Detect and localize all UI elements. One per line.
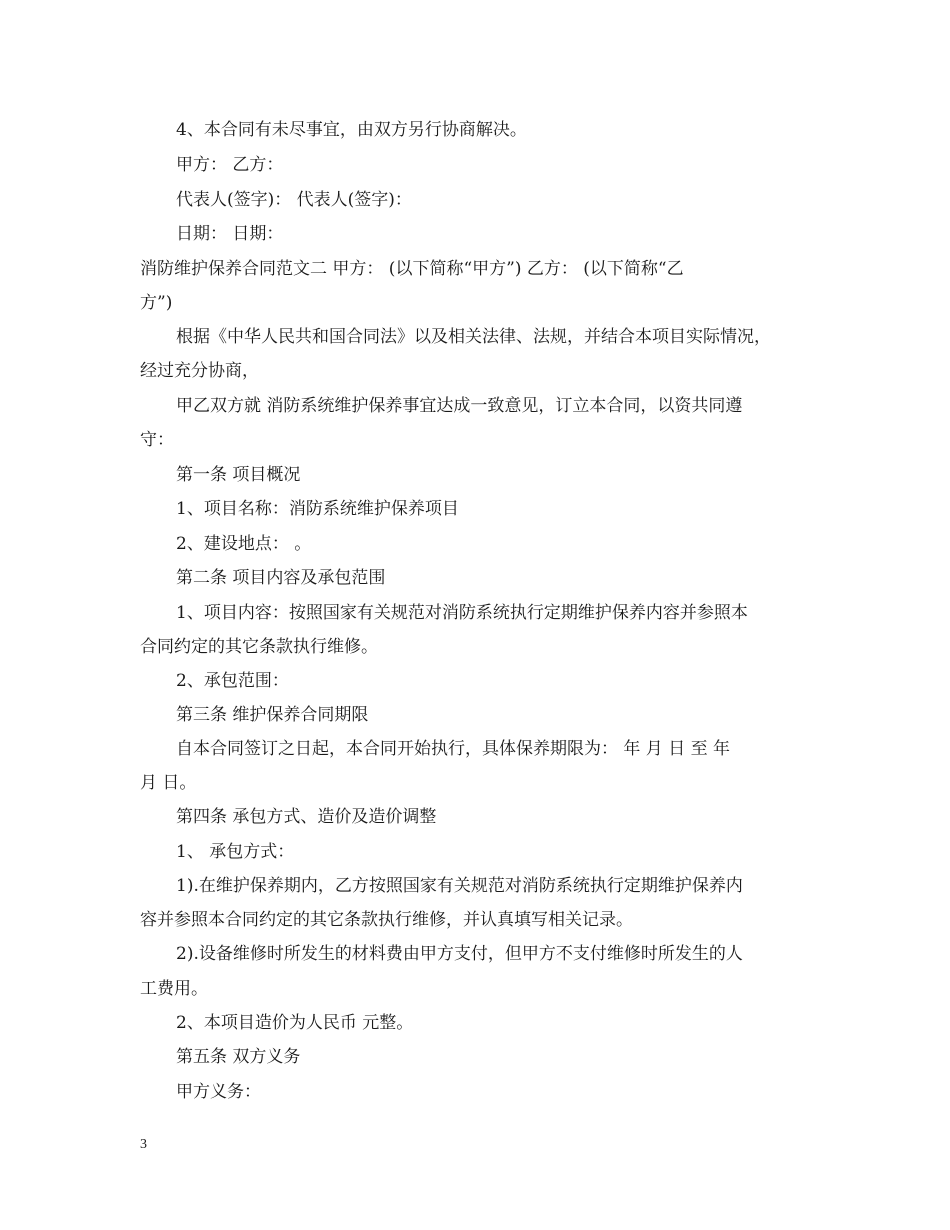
text-line: 工费用。 [140,979,208,999]
text-line: 1、项目内容：按照国家有关规范对消防系统执行定期维护保养内容并参照本 [176,603,748,623]
text-line: 第四条 承包方式、造价及造价调整 [176,807,437,827]
text-line: 1、 承包方式： [176,842,295,862]
text-line: 第三条 维护保养合同期限 [176,705,369,725]
text-line: 甲乙双方就 消防系统维护保养事宜达成一致意见，订立本合同，以资共同遵 [176,396,743,416]
text-line: 经过充分协商， [140,361,259,381]
text-line: 方”) [140,293,173,313]
text-line: 根据《中华人民共和国合同法》以及相关法律、法规，并结合本项目实际情况， [176,327,771,347]
text-line: 日期： 日期： [176,224,284,244]
text-line: 2、建设地点： 。 [176,534,312,554]
text-line: 月 日。 [140,773,197,793]
text-line: 第一条 项目概况 [176,465,301,485]
text-line: 第五条 双方义务 [176,1047,301,1067]
text-line: 守： [140,430,174,450]
text-line: 2).设备维修时所发生的材料费由甲方支付，但甲方不支付维修时所发生的人 [176,944,743,964]
text-line: 合同约定的其它条款执行维修。 [140,637,378,657]
text-line: 甲方义务： [176,1082,261,1102]
text-line: 2、承包范围： [176,671,289,691]
text-line: 1、项目名称：消防系统维护保养项目 [176,499,459,519]
text-line: 消防维护保养合同范文二 甲方： (以下简称“甲方”) 乙方： (以下简称“乙 [140,259,684,279]
text-line: 第二条 项目内容及承包范围 [176,568,386,588]
text-line: 2、本项目造价为人民币 元整。 [176,1013,414,1033]
text-line: 容并参照本合同约定的其它条款执行维修，并认真填写相关记录。 [140,910,633,930]
page-number: 3 [140,1137,147,1152]
text-line: 4、本合同有未尽事宜，由双方另行协商解决。 [176,120,527,140]
text-line: 自本合同签订之日起，本合同开始执行，具体保养期限为： 年 月 日 至 年 [176,739,731,759]
text-line: 代表人(签字)： 代表人(签字)： [176,190,412,210]
text-line: 1).在维护保养期内，乙方按照国家有关规范对消防系统执行定期维护保养内 [176,876,743,896]
text-line: 甲方： 乙方： [176,155,284,175]
